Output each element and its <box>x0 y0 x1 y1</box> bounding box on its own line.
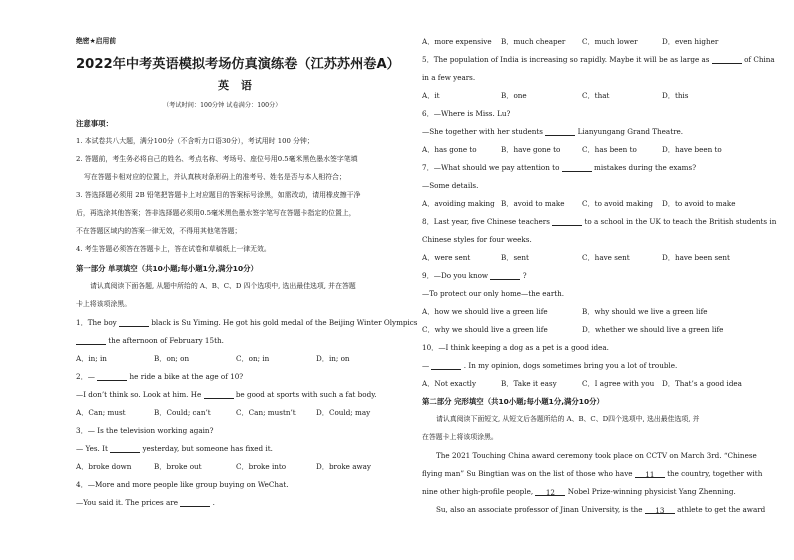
part1-instructions: 卡上将该项涂黑。 <box>76 300 132 308</box>
option-b[interactable]: B．on; on <box>154 354 190 363</box>
question-1: 1．The boy black is Su Yiming. He got his gold medal of the Beijing Winter Olympics <box>76 318 418 327</box>
option-d[interactable]: D．whether we should live a green life <box>582 325 724 334</box>
answer-blank <box>490 272 520 280</box>
note-line: 4. 考生答题必须答在答题卡上，答在试卷和草稿纸上一律无效。 <box>76 245 271 253</box>
exam-info: （考试时间：100分钟 试卷满分：100分） <box>163 102 282 109</box>
option-d[interactable]: D．have been sent <box>662 253 730 262</box>
option-d[interactable]: D．in; on <box>316 354 350 363</box>
answer-blank <box>545 128 575 136</box>
answer-blank <box>110 445 140 453</box>
cloze-blank-11: 11 <box>635 470 665 478</box>
part1-heading: 第一部分 单项填空（共10小题;每小题1分,满分10分） <box>76 264 258 273</box>
answer-blank <box>562 164 592 172</box>
question-6: 6．—Where is Miss. Lu? <box>422 109 511 118</box>
option-c[interactable]: C．broke into <box>236 462 287 471</box>
question-10: 10．—I think keeping a dog as a pet is a good idea. <box>422 343 609 352</box>
option-a[interactable]: A．Can; must <box>76 408 126 417</box>
subject-title: 英 语 <box>218 79 256 92</box>
option-c[interactable]: C．much lower <box>582 37 638 46</box>
option-a[interactable]: A．broke down <box>76 462 132 471</box>
option-b[interactable]: B．why should we live a green life <box>582 307 708 316</box>
question-9: 9．—Do you know ? <box>422 271 527 280</box>
option-d[interactable]: D．to avoid to make <box>662 199 736 208</box>
option-a[interactable]: A．Not exactly <box>422 379 477 388</box>
option-b[interactable]: B．much cheaper <box>501 37 566 46</box>
option-d[interactable]: D．this <box>662 91 689 100</box>
right-column <box>404 0 794 560</box>
option-d[interactable]: D．broke away <box>316 462 371 471</box>
passage-line: nine other high-profile people, 12 Nobel Prize-winning physicist Yang Zhenning. <box>422 487 736 497</box>
question-10-line2: — . In my opinion, dogs sometimes bring you a lot of trouble. <box>422 361 678 370</box>
question-9-line2: —To protect our only home—the earth. <box>422 289 565 298</box>
question-8: 8．Last year, five Chinese teachers to a school in the UK to teach the British students in <box>422 217 777 226</box>
option-d[interactable]: D．have been to <box>662 145 722 154</box>
option-b[interactable]: B．one <box>501 91 527 100</box>
option-d[interactable]: D．That’s a good idea <box>662 379 742 388</box>
question-6-line2: —She together with her students Lianyungang Grand Theatre. <box>422 127 684 136</box>
option-a[interactable]: A．more expensive <box>422 37 492 46</box>
cloze-blank-12: 12 <box>535 488 565 496</box>
note-line: 后，再选涂其他答案；答非选择题必须用0.5毫米黑色墨水签字笔写在答题卡指定的位置上， <box>76 209 356 217</box>
note-line: 3. 答选择题必须用 2B 铅笔把答题卡上对应题目的答案标号涂黑，如需改动，请用橡皮擦干净 <box>76 191 361 199</box>
note-line: 写在答题卡相对应的位置上，并认真核对条形码上的准考号、姓名是否与本人相符合； <box>84 173 346 181</box>
answer-blank <box>119 319 149 327</box>
option-b[interactable]: B．sent <box>501 253 529 262</box>
cloze-blank-13: 13 <box>645 506 675 514</box>
question-7-line2: —Some details. <box>422 181 479 190</box>
question-4: 4．—More and more people like group buying on WeChat. <box>76 480 289 489</box>
question-2: 2．— he ride a bike at the age of 10? <box>76 372 244 381</box>
question-8-line2: Chinese styles for four weeks. <box>422 235 532 244</box>
question-1-line2: the afternoon of February 15th. <box>76 336 224 345</box>
option-b[interactable]: B．Take it easy <box>501 379 557 388</box>
confidential-label: 绝密★启用前 <box>76 37 117 45</box>
passage-line: flying man” Su Bingtian was on the list of those who have 11 the country, together with <box>422 469 763 479</box>
option-a[interactable]: A．has gone to <box>422 145 477 154</box>
part2-instructions: 请认真阅读下面短文, 从短文后各题所给的 A、B、C、D四个选项中, 选出最佳选项, 并 <box>436 415 700 423</box>
answer-blank <box>180 499 210 507</box>
option-c[interactable]: C．I agree with you <box>582 379 655 388</box>
answer-blank <box>431 362 461 370</box>
option-a[interactable]: A．it <box>422 91 440 100</box>
answer-blank <box>552 218 582 226</box>
note-line: 不在答题区域内的答案一律无效，不得用其他笔答题； <box>76 227 242 235</box>
option-c[interactable]: C．that <box>582 91 610 100</box>
note-line: 1. 本试卷共八大题，满分100分（不含听力口语30分），考试用时 100 分钟； <box>76 137 314 145</box>
option-a[interactable]: A．avoiding making <box>422 199 495 208</box>
question-5-line2: in a few years. <box>422 73 476 82</box>
part2-heading: 第二部分 完形填空（共10小题;每小题1分,满分10分） <box>422 397 604 406</box>
part1-instructions: 请认真阅读下面各题, 从题中所给的 A、B、C、D 四个选项中, 选出最佳选项, 并在答题 <box>90 282 356 290</box>
option-b[interactable]: B．broke out <box>154 462 202 471</box>
question-3-line2: — Yes. It yesterday, but someone has fixed it. <box>76 444 273 453</box>
question-7: 7．—What should we pay attention to mistakes during the exams? <box>422 163 697 172</box>
option-c[interactable]: C．has been to <box>582 145 637 154</box>
answer-blank <box>97 373 127 381</box>
answer-blank <box>204 391 234 399</box>
note-line: 2. 答题前，考生务必将自己的姓名、考点名称、考场号、座位号用0.5毫米黑色墨水签字笔填 <box>76 155 358 163</box>
notes-heading: 注意事项： <box>76 119 113 128</box>
option-c[interactable]: C．on; in <box>236 354 270 363</box>
question-5: 5．The population of India is increasing so rapidly. Maybe it will be as large as of China <box>422 55 775 64</box>
option-b[interactable]: B．Could; can’t <box>154 408 211 417</box>
question-3: 3．— Is the television working again? <box>76 426 214 435</box>
option-c[interactable]: C．Can; mustn’t <box>236 408 296 417</box>
answer-blank <box>712 56 742 64</box>
option-a[interactable]: A．were sent <box>422 253 471 262</box>
exam-title: 2022年中考英语模拟考场仿真演练卷（江苏苏州卷A） <box>76 57 400 72</box>
option-a[interactable]: A．how we should live a green life <box>422 307 548 316</box>
passage-line: Su, also an associate professor of Jinan University, is the 13 athlete to get the award <box>436 505 766 515</box>
part2-instructions: 在答题卡上将该项涂黑。 <box>422 433 498 441</box>
passage-line: The 2021 Touching China award ceremony took place on CCTV on March 3rd. “Chinese <box>436 451 757 460</box>
option-b[interactable]: B．avoid to make <box>501 199 565 208</box>
option-c[interactable]: C．to avoid making <box>582 199 654 208</box>
option-c[interactable]: C．have sent <box>582 253 630 262</box>
option-c[interactable]: C．why we should live a green life <box>422 325 548 334</box>
option-d[interactable]: D．Could; may <box>316 408 371 417</box>
option-d[interactable]: D．even higher <box>662 37 719 46</box>
answer-blank <box>76 337 106 345</box>
option-b[interactable]: B．have gone to <box>501 145 561 154</box>
option-a[interactable]: A．in; in <box>76 354 107 363</box>
question-2-line2: —I don’t think so. Look at him. He be good at sports with such a fat body. <box>76 390 377 399</box>
question-4-line2: —You said it. The prices are . <box>76 498 215 507</box>
